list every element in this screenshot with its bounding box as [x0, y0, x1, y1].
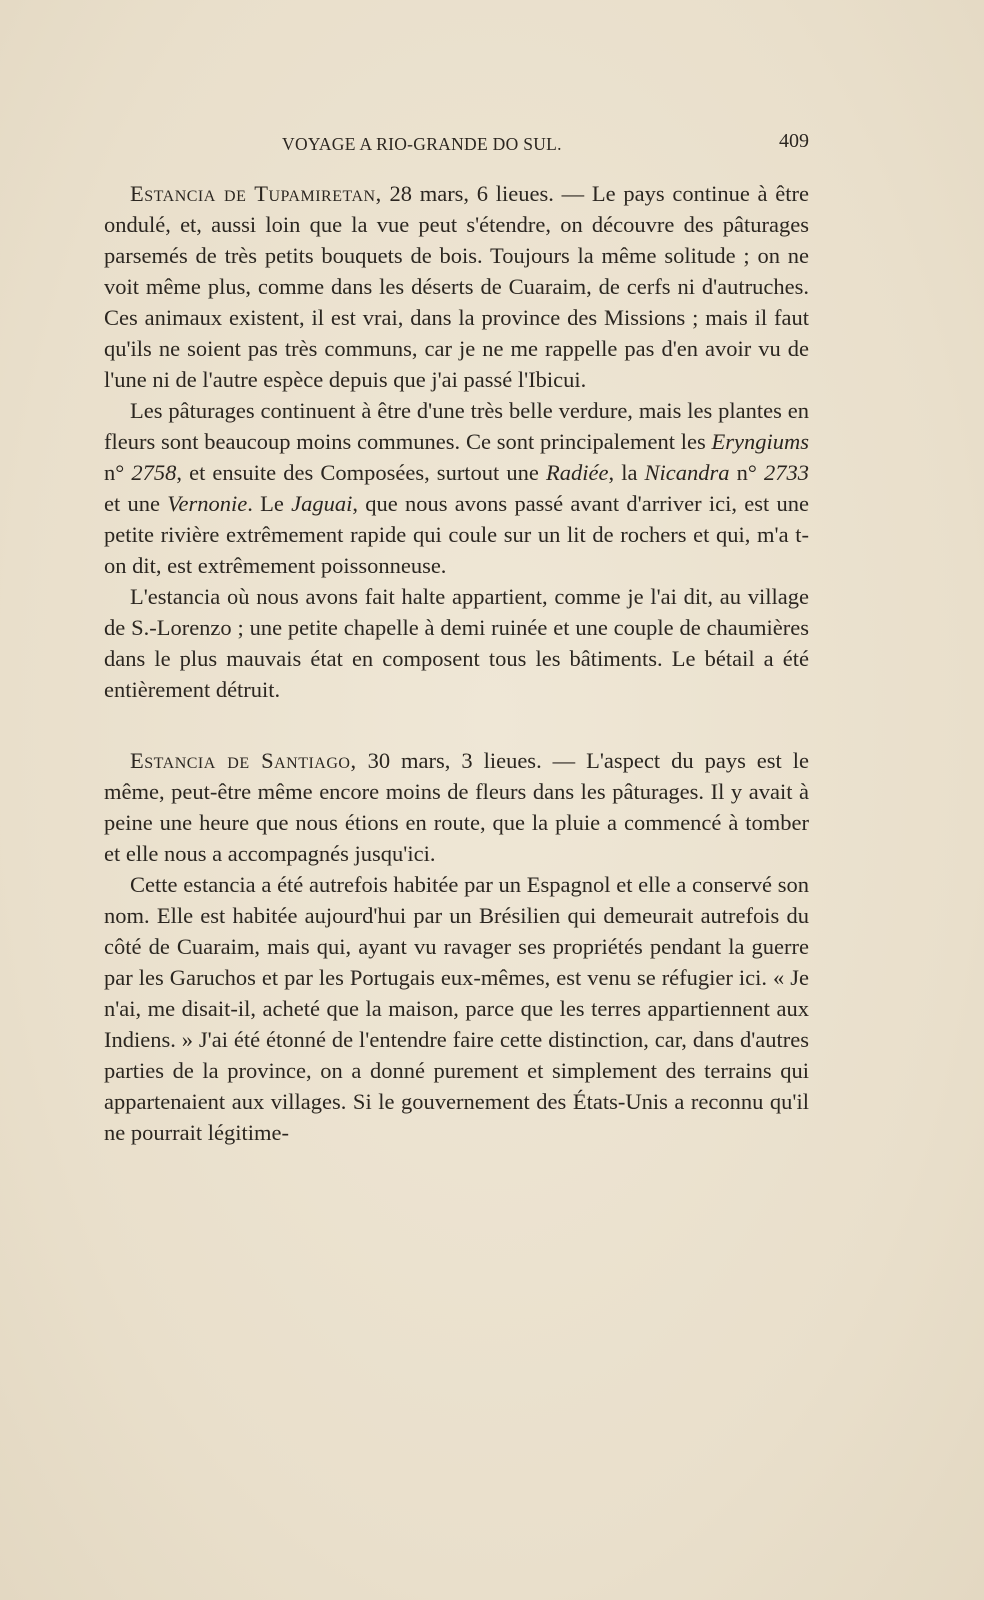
italic-term: 2733 — [764, 460, 809, 485]
italic-term: Jaguai — [291, 491, 353, 516]
italic-term: 2758 — [131, 460, 177, 485]
paragraph-text: 30 mars, 3 lieues. — L'aspect du pays est le même, peut-être même encore moins de fleurs dans les pâturages. Il y avait à peine une heure que nous étions en route, que la pluie a commencé à tomber et elle nous a accompagnés jusqu'ici. — [104, 748, 810, 866]
italic-term: Radiée — [546, 460, 609, 485]
text-run: , la — [608, 460, 645, 485]
entry-santiago — [104, 745, 809, 1148]
body-text — [104, 178, 809, 1148]
text-run: n° — [729, 460, 764, 485]
paragraph — [104, 745, 809, 869]
paragraph — [104, 178, 809, 395]
text-run: , et ensuite des Composées, surtout une — [176, 460, 546, 485]
italic-term: Vernonie — [167, 491, 248, 516]
paragraph — [104, 395, 809, 581]
text-run: . Le — [247, 491, 292, 516]
text-run: et une — [104, 491, 168, 516]
text-run: Les pâturages continuent à être d'une très belle verdure, mais les plantes en fleurs sont beaucoup moins communes. Ce sont principalement les — [104, 398, 809, 454]
italic-term: Nicandra — [644, 460, 730, 485]
paragraph-text: 28 mars, 6 lieues. — Le pays continue à être ondulé, et, aussi loin que la vue peut s'étendre, on découvre des pâturages parsemés de très petits bouquets de bois. Toujours la même solitude ; on ne voit même plus, comme dans les déserts de Cuaraim, de cerfs ni d'autruches. Ces animaux existent, il est vrai, dans la province des Missions ; mais il faut qu'ils ne soient pas très communs, car je ne me rappelle pas d'en avoir vu de l'une ni de l'autre espèce depuis que j'ai passé l'Ibicui. — [104, 181, 809, 392]
paragraph: L'estancia où nous avons fait halte appartient, comme je l'ai dit, au village de S.-Lorenzo ; une petite chapelle à demi ruinée et une couple de chaumières dans le plus mauvais état en composent tous les bâtiments. Le bétail a été entièrement détruit. — [104, 584, 809, 702]
text-run: , que nous avons passé avant d'arriver ici, est une petite rivière extrêmement rapide qui coule sur un lit de rochers et qui, m'a t-on dit, est extrêmement poissonneuse. — [104, 491, 809, 578]
entry-tupamiretan — [104, 178, 809, 705]
place-heading: Estancia de Santiago, — [130, 748, 357, 773]
running-title: VOYAGE A RIO-GRANDE DO SUL. — [282, 134, 562, 154]
page-number: 409 — [779, 130, 809, 152]
paragraph: Cette estancia a été autrefois habitée par un Espagnol et elle a conservé son nom. Elle est habitée aujourd'hui par un Brésilien qui demeurait autrefois du côté de Cuaraim, mais qui, ayant vu ravager ses propriétés pendant la guerre par les Garuchos et par les Portugais eux-mêmes, est venu se réfugier ici. « Je n'ai, me disait-il, acheté que la maison, parce que les terres appartiennent aux Indiens. » J'ai été étonné de l'entendre faire cette distinction, car, dans d'autres parties de la province, on a donné purement et simplement des terrains qui appartenaient aux villages. Si le gouvernement des États-Unis a reconnu qu'il ne pourrait légitime- — [104, 872, 809, 1145]
place-heading: Estancia de Tupamiretan, — [130, 181, 382, 206]
page-header — [104, 130, 809, 160]
italic-term: Eryngiums — [711, 429, 809, 454]
text-run: n° — [104, 460, 132, 485]
